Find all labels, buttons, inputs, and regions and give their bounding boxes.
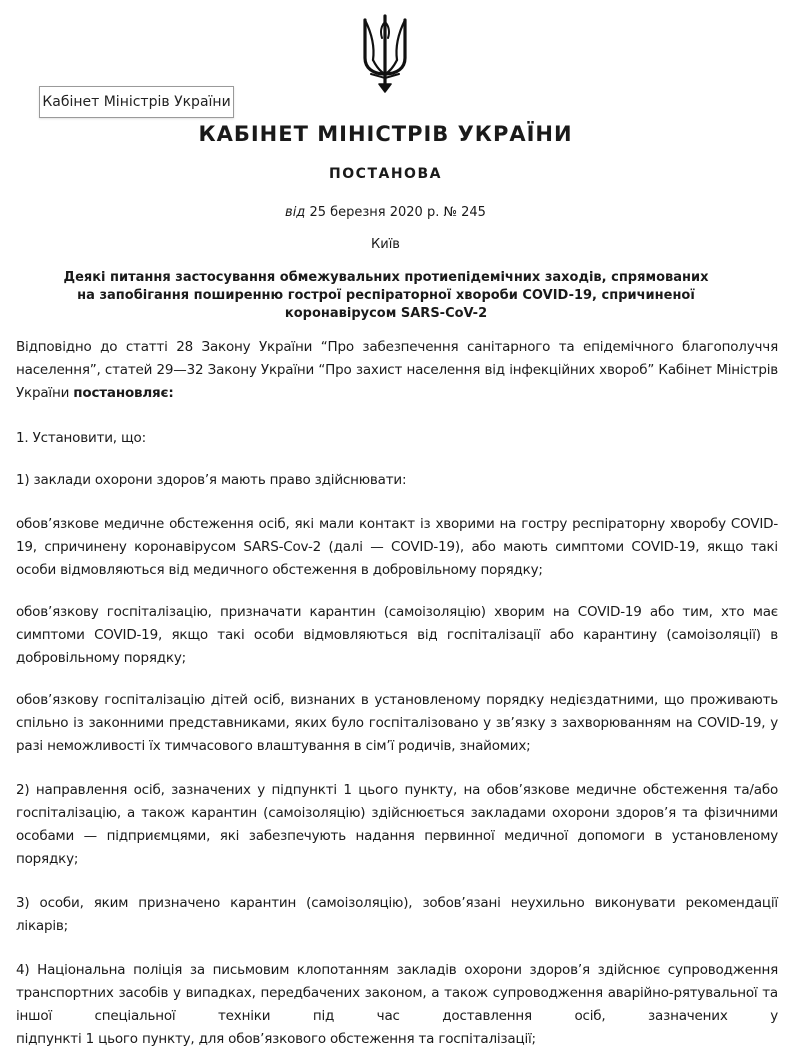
page-title: КАБІНЕТ МІНІСТРІВ УКРАЇНИ	[198, 122, 573, 146]
document-date	[0, 205, 771, 220]
paragraph-5: обов’язкову госпіталізацію дітей осіб, визнаних в установленому порядку недієздатними, що проживають спільно із законними представниками, яких було госпіталізовано у зв’язку з захворюванням на COVID-19, у разі неможливості їх тимчасового влаштування в сім’ї родичів, знайомих;	[16, 692, 778, 754]
document-body	[16, 336, 778, 1051]
preamble-paragraph	[16, 336, 778, 405]
date-prefix: від	[285, 205, 306, 220]
preamble-text: Відповідно до статті 28 Закону України “Про забезпечення санітарного та епідемічного благополуччя населення”, статей 29—32 Закону України “Про захист населення від інфекційних хвороб” Кабінет Міністрів України	[16, 339, 778, 401]
paragraph-6: 2) направлення осіб, зазначених у підпункті 1 цього пункту, на обов’язкове медичне обстеження та/або госпіталізацію, а також карантин (самоізоляцію) здійснюється закладами охорони здоров’я та фізичними особами — підприємцями, які забезпечують надання первинної медичної допомоги в установленому порядку;	[16, 782, 778, 867]
preamble-bold: постановляє:	[73, 385, 174, 401]
paragraph-3: обов’язкове медичне обстеження осіб, які мали контакт із хворими на гостру респіраторну хворобу COVID-19, спричинену коронавірусом SARS-Cov-2 (далі — COVID-19), або мають симптоми COVID-19, якщо такі особи відмовляються від медичного обстеження в добровільному порядку;	[16, 516, 778, 578]
paragraph-2: 1) заклади охорони здоров’я мають право здійснювати:	[16, 472, 407, 488]
document-city: Київ	[371, 237, 400, 252]
paragraph-7: 3) особи, яким призначено карантин (самоізоляцію), зобов’язані неухильно виконувати рекомендації лікарів;	[16, 895, 778, 934]
date-number: 25 березня 2020 р. № 245	[309, 205, 486, 220]
paragraph-4: обов’язкову госпіталізацію, призначати карантин (самоізоляцію) хворим на COVID-19 або тим, хто має симптоми COVID-19, якщо такі особи відмовляються від госпіталізації або карантину (самоізоляції) в добровільному порядку;	[16, 604, 778, 666]
document-type: ПОСТАНОВА	[329, 166, 442, 182]
site-badge[interactable]: Кабінет Міністрів України	[39, 86, 234, 118]
paragraph-8b: підпункті 1 цього пункту, для обов’язкового обстеження та госпіталізації;	[16, 1031, 536, 1047]
trident-emblem-icon	[359, 12, 411, 96]
paragraph-8a: 4) Національна поліція за письмовим клопотанням закладів охорони здоров’я здійснює супроводження транспортних засобів у випадках, передбачених законом, а також супроводження аварійно-рятувальної та іншої спеціальної техніки під час доставлення осіб, зазначених у	[16, 962, 778, 1024]
paragraph-1: 1. Установити, що:	[16, 430, 146, 446]
document-heading: Деякі питання застосування обмежувальних протиепідемічних заходів, спрямованих на запобігання поширенню гострої респіраторної хвороби COVID-19, спричиненої коронавірусом SARS-CoV-2	[63, 270, 709, 321]
